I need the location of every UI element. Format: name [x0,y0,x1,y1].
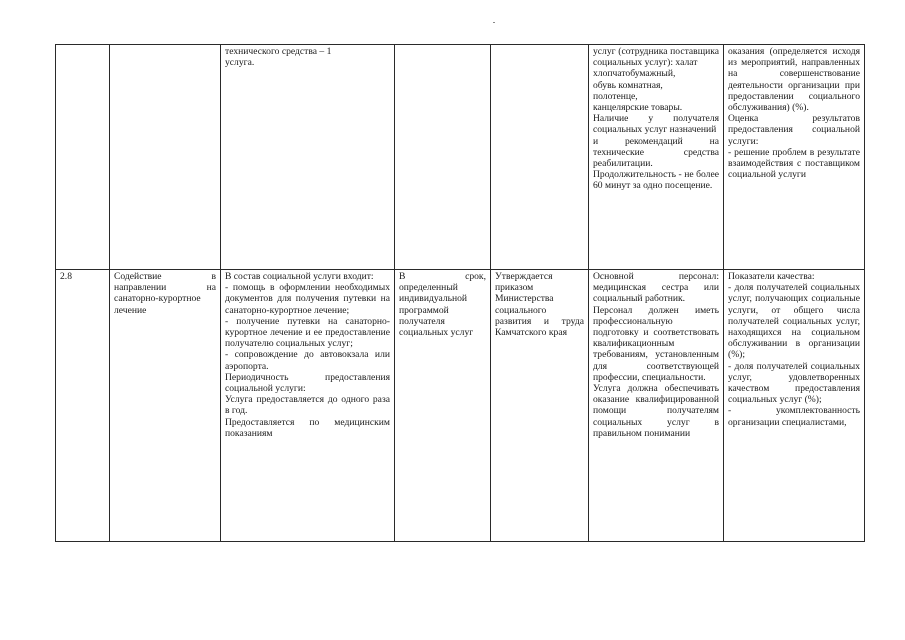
indicator-para: - укомплектованность организации специалистами, [728,405,860,428]
cell-tariff [491,45,589,270]
content-line: технического средства – 1 [225,46,332,57]
cell-service-name [110,45,221,270]
services-table [55,44,865,542]
conditions-para: обувь комнатная, [593,79,663,91]
conditions-para: Продолжительность - не более 60 минут за одно посещение. [593,169,719,192]
content-para: Услуга предоставляется до одного раза в год. [225,394,390,417]
conditions-para: и рекомендаций на технические средства реабилитации. [593,135,719,170]
table-row-2-8 [56,270,865,542]
indicator-para: - решение проблем в результате взаимодействия с поставщиком социальной услуги [728,146,860,181]
scan-speck [493,22,495,23]
conditions-para: Персонал должен иметь профессиональную подготовку и соответствовать квалификационным требованиям, установленным для соответствующей профессии, специальности. [593,304,719,383]
table-row-continuation [56,45,865,270]
cell-number [56,270,110,542]
cell-quality-indicators [724,45,865,270]
cell-term [395,45,491,270]
indicator-para: Показатели качества: [728,271,815,282]
indicator-para: Оценка результатов предоставления социальной услуги: [728,113,860,147]
cell-term [395,270,491,542]
cell-service-name [110,270,221,542]
conditions-para: Услуга должна обеспечивать оказание квалифицированной помощи получателям социальных услуг в правильном понимании [593,383,719,439]
service-name: Содействие в направлении на санаторно-курортное лечение [114,271,216,316]
content-para: - помощь в оформлении необходимых документов для получения путевки на санаторно-курортное лечение; [225,282,390,316]
content-para: Периодичность предоставления социальной услуги: [225,371,390,395]
tariff-text: Утверждается приказом Министерства социального развития и труда Камчатского края [495,271,584,339]
content-para: Предоставляется по медицинским показаниям [225,416,390,439]
conditions-para: Основной персонал: медицинская сестра или социальный работник. [593,271,719,305]
conditions-para: услуг (сотрудника поставщика социальных услуг): халат [593,46,719,69]
conditions-para: хлопчатобумажный, [593,68,676,80]
cell-quality-indicators [724,270,865,542]
content-para: В состав социальной услуги входит: [225,271,374,282]
cell-tariff [491,270,589,542]
term-text: В срок, определенный индивидуальной программой получателя социальных услуг [399,271,486,339]
cell-service-content [221,270,395,542]
content-line: услуга. [225,57,255,69]
conditions-para: канцелярские товары. [593,102,683,114]
indicator-para: оказания (определяется исходя из мероприятий, направленных на совершенствование деятельности организации при предоставлении социального обслуживания) (%). [728,46,860,114]
cell-service-content [221,45,395,270]
conditions-para: Наличие у получателя социальных услуг назначений [593,113,719,136]
indicator-para: - доля получателей социальных услуг, удовлетворенных качеством предоставления социальных услуг (%); [728,360,860,406]
row-number: 2.8 [60,271,72,282]
content-para: - получение путевки на санаторно-курортное лечение и ее предоставление получателю социальных услуг; [225,315,390,350]
indicator-para: - доля получателей социальных услуг, получающих социальные услуги, от общего числа получателей социальных услуг, находящихся на социальном обслуживании в организации (%); [728,282,860,361]
cell-conditions [589,45,724,270]
conditions-para: полотенце, [593,90,638,102]
cell-number [56,45,110,270]
content-para: - сопровождение до автовокзала или аэропорта. [225,349,390,372]
cell-conditions [589,270,724,542]
